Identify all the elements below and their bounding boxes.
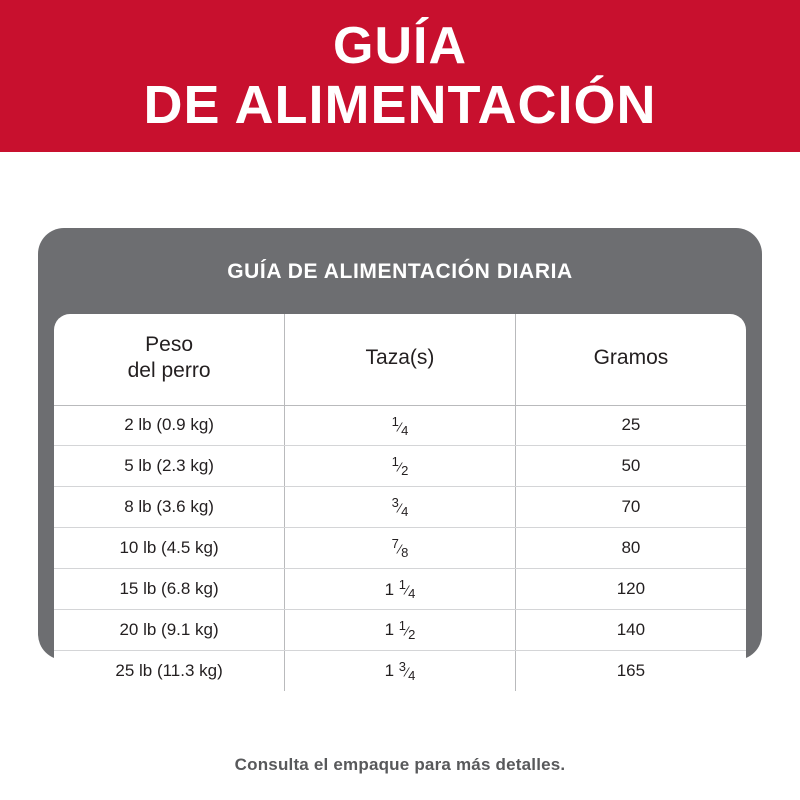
feeding-guide-card bbox=[38, 228, 762, 683]
cell-cups-numerator: 1 bbox=[391, 413, 399, 429]
column-header-cups-label: Taza(s) bbox=[365, 346, 435, 370]
card-title: GUÍA DE ALIMENTACIÓN DIARIA bbox=[227, 260, 573, 283]
cell-cups bbox=[285, 610, 516, 651]
cell-cups-fraction: $^3⁄_4$ bbox=[398, 659, 416, 683]
column-header-grams bbox=[515, 314, 746, 405]
cell-cups-fraction: $^1⁄_4$ bbox=[391, 413, 409, 438]
table-row bbox=[54, 487, 746, 528]
cell-cups-denominator: 2 bbox=[408, 627, 416, 643]
cell-weight: 25 lb (11.3 kg) bbox=[54, 651, 285, 691]
cell-weight: 2 lb (0.9 kg) bbox=[54, 405, 285, 446]
cell-cups-fraction: $^1⁄_2$ bbox=[398, 618, 416, 643]
table-body bbox=[54, 405, 746, 691]
column-header-weight-line-2: del perro bbox=[127, 359, 211, 383]
cell-cups-numerator: 3 bbox=[391, 495, 399, 511]
cell-grams: 25 bbox=[515, 405, 746, 446]
cell-cups-numerator: 1 bbox=[398, 618, 406, 634]
cell-grams: 120 bbox=[515, 569, 746, 610]
table-row bbox=[54, 651, 746, 691]
feeding-table-container bbox=[54, 314, 746, 691]
cell-cups-numerator: 1 bbox=[398, 577, 406, 593]
cell-cups-whole: 1 bbox=[384, 620, 395, 640]
cell-grams: 140 bbox=[515, 610, 746, 651]
cell-cups bbox=[285, 569, 516, 610]
cell-weight: 8 lb (3.6 kg) bbox=[54, 487, 285, 528]
header-banner bbox=[0, 0, 800, 152]
table-row bbox=[54, 610, 746, 651]
cell-cups-denominator: 4 bbox=[401, 422, 409, 438]
cell-grams: 70 bbox=[515, 487, 746, 528]
table-row bbox=[54, 405, 746, 446]
banner-title-line-1: GUÍA bbox=[333, 17, 467, 75]
cell-weight: 15 lb (6.8 kg) bbox=[54, 569, 285, 610]
cell-cups-fraction: $^3⁄_4$ bbox=[391, 495, 409, 520]
banner-title-line-2: DE ALIMENTACIÓN bbox=[143, 75, 657, 135]
cell-cups bbox=[285, 405, 516, 446]
cell-cups bbox=[285, 446, 516, 487]
cell-cups-fraction: $^1⁄_4$ bbox=[398, 577, 416, 602]
cell-grams: 80 bbox=[515, 528, 746, 569]
cell-cups-fraction: $^1⁄_2$ bbox=[391, 454, 409, 479]
cell-cups-numerator: 3 bbox=[398, 659, 406, 675]
column-header-weight-line-1: Peso bbox=[145, 333, 194, 356]
cell-weight: 5 lb (2.3 kg) bbox=[54, 446, 285, 487]
table-row bbox=[54, 528, 746, 569]
cell-cups-whole: 1 bbox=[384, 579, 395, 599]
footer-note: Consulta el empaque para más detalles. bbox=[234, 755, 566, 774]
cell-cups bbox=[285, 528, 516, 569]
table-row bbox=[54, 446, 746, 487]
cell-cups-denominator: 4 bbox=[408, 667, 416, 683]
cell-cups-denominator: 8 bbox=[401, 545, 409, 561]
column-header-grams-label: Gramos bbox=[593, 346, 669, 370]
cell-cups-numerator: 1 bbox=[391, 454, 399, 470]
cell-cups-denominator: 4 bbox=[408, 586, 416, 602]
cell-cups bbox=[285, 487, 516, 528]
table-header-row bbox=[54, 314, 746, 405]
cell-cups bbox=[285, 651, 516, 691]
table-row bbox=[54, 569, 746, 610]
cell-cups-numerator: 7 bbox=[391, 536, 399, 552]
cell-grams: 165 bbox=[616, 660, 646, 680]
cell-weight: 20 lb (9.1 kg) bbox=[54, 610, 285, 651]
cell-weight: 10 lb (4.5 kg) bbox=[54, 528, 285, 569]
cell-cups-denominator: 4 bbox=[401, 504, 409, 520]
cell-grams: 50 bbox=[515, 446, 746, 487]
table-header bbox=[54, 314, 746, 405]
cell-cups-denominator: 2 bbox=[401, 463, 409, 479]
column-header-cups bbox=[285, 314, 516, 405]
column-header-weight bbox=[54, 314, 285, 405]
feeding-table bbox=[54, 314, 746, 691]
cell-cups-whole: 1 bbox=[384, 661, 395, 681]
cell-cups-fraction: $^7⁄_8$ bbox=[391, 536, 409, 561]
